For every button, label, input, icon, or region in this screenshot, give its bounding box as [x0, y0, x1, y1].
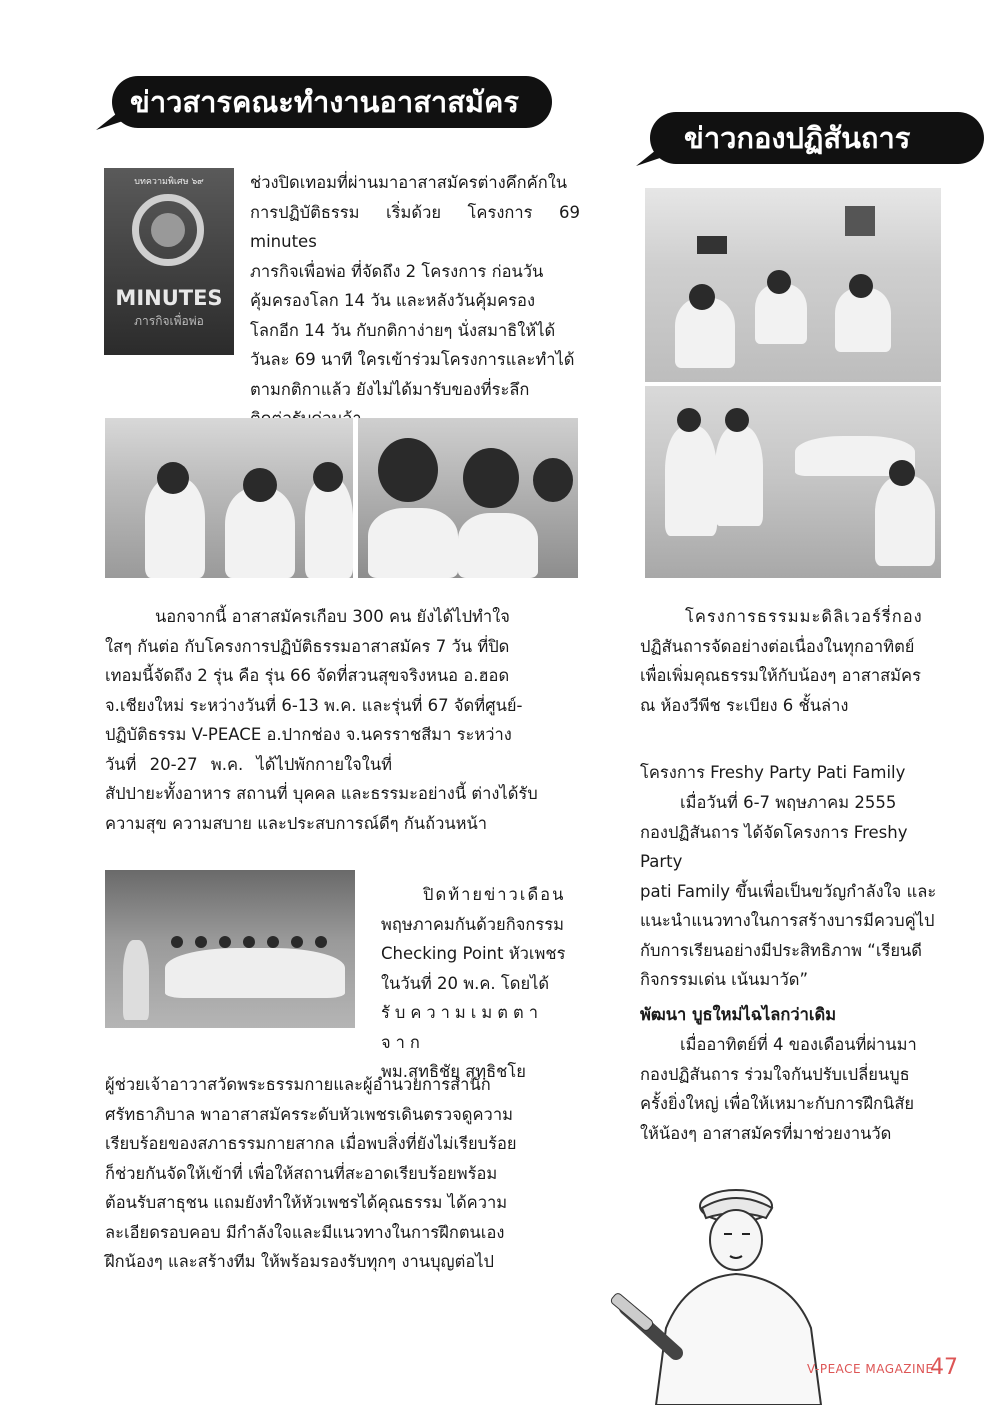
right-section-banner: [650, 112, 984, 164]
dhamma-delivery-photo-2: [645, 386, 941, 578]
text-line: ต้อนรับสาธุชน แถมยังทำให้หัวเพชรได้คุณธรรม ได้ความ: [105, 1193, 508, 1212]
text-line: ปฏิสันถารจัดอย่างต่อเนื่องในทุกอาทิตย์: [640, 636, 915, 656]
text-line: ปิดท้ายข่าวเดือน: [423, 885, 566, 904]
dhamma-delivery-photo-1: [645, 188, 941, 382]
booth-paragraph: [640, 1030, 945, 1148]
dhamma-delivery-paragraph: [640, 602, 945, 720]
text-line: เมื่ออาทิตย์ที่ 4 ของเดือนที่ผ่านมา: [680, 1035, 917, 1054]
text-line: วันที่ 20-27 พ.ค. ได้ไปพักกายใจในที่: [105, 754, 393, 774]
poster-top-text: บทความพิเศษ ๖๙: [134, 177, 204, 187]
checking-point-paragraph-full: [105, 1070, 583, 1277]
freshy-party-paragraph: [640, 788, 945, 995]
text-line: พม.สุทธิชัย สุทฺธิชโย: [381, 1062, 526, 1081]
text-line: ณ ห้องวีพีช ระเบียง 6 ชั้นล่าง: [640, 695, 849, 715]
text-line: ฝึกน้องๆ และสร้างทีม ให้พร้อมรองรับทุกๆ งานบุญต่อไป: [105, 1252, 494, 1271]
text-line: เมื่อวันที่ 6-7 พฤษภาคม 2555: [680, 793, 897, 812]
text-line: ก็ช่วยกันจัดให้เข้าที่ เพื่อให้สถานที่สะอาดเรียบร้อยพร้อม: [105, 1163, 498, 1183]
text-line: pati Family ขึ้นเพื่อเป็นขวัญกำลังใจ และ: [640, 881, 937, 901]
painter-illustration: [606, 1178, 836, 1405]
text-line: ให้น้องๆ อาสาสมัครที่มาช่วยงานวัด: [640, 1123, 892, 1143]
text-line: ความสุข ความสบาย และประสบการณ์ดีๆ กันถ้วนหน้า: [105, 813, 488, 833]
text-line: ปฏิบัติธรรม V-PEACE อ.ปากช่อง จ.นครราชสีมา ระหว่าง: [105, 725, 512, 744]
text-line: วันละ 69 นาที ใครเข้าร่วมโครงการและทำได้: [250, 350, 575, 369]
laughing-volunteers-photo: [358, 418, 578, 578]
text-line: ในวันที่ 20 พ.ค. โดยได้: [381, 973, 550, 993]
text-line: รับความเมตตาจาก: [381, 1003, 543, 1052]
checking-point-photo: [105, 870, 355, 1028]
text-line: โครงการธรรมมะดิลิเวอร์รี่กอง: [685, 607, 923, 626]
freshy-party-heading: โครงการ Freshy Party Pati Family: [640, 763, 906, 782]
text-line: ใสๆ กันต่อ กับโครงการปฏิบัติธรรมอาสาสมัคร 7 วัน ที่ปิด: [105, 636, 510, 656]
footer-magazine-name: V-PEACE MAGAZINE: [807, 1362, 934, 1376]
text-line: สัปปายะทั้งอาหาร สถานที่ บุคคล และธรรมะอย่างนี้ ต่างได้รับ: [105, 784, 538, 803]
checking-point-paragraph-side: [381, 880, 581, 1087]
text-line: กับการเรียนอย่างมีประสิทธิภาพ “เรียนดี: [640, 940, 922, 960]
text-line: จ.เชียงใหม่ ระหว่างวันที่ 6-13 พ.ค. และรุ่นที่ 67 จัดที่ศูนย์-: [105, 695, 523, 715]
poster-subtitle: ภารกิจเพื่อพ่อ: [134, 314, 204, 328]
text-line: คุ้มครองโลก 14 วัน และหลังวันคุ้มครอง: [250, 291, 535, 310]
text-line: ละเอียดรอบคอบ มีกำลังใจและมีแนวทางในการฝึกตนเอง: [105, 1222, 505, 1242]
banner-tail-icon: [96, 106, 126, 132]
text-line: ผู้ช่วยเจ้าอาวาสวัดพระธรรมกายและผู้อำนวยการสำนัก: [105, 1075, 491, 1094]
text-line: Checking Point หัวเพชร: [381, 944, 566, 963]
text-line: การปฏิบัติธรรม เริ่มด้วย โครงการ 69 minutes: [250, 202, 580, 251]
text-line: ครั้งยิ่งใหญ่ เพื่อให้เหมาะกับการฝึกนิสัย: [640, 1094, 915, 1113]
text-line: ช่วงปิดเทอมที่ผ่านมาอาสาสมัครต่างคึกคักใน: [250, 173, 568, 192]
text-line: นอกจากนี้ อาสาสมัครเกือบ 300 คน ยังได้ไปทำใจ: [155, 607, 510, 626]
poster-spiral-icon: [132, 194, 204, 266]
poster-image: [104, 168, 234, 355]
text-line: ศรัทธาภิบาล พาอาสาสมัครระดับหัวเพชรเดินตรวจดูความ: [105, 1104, 513, 1124]
retreat-paragraph: [105, 602, 580, 838]
text-line: ตามกติกาแล้ว ยังไม่ได้มารับของที่ระลึก: [250, 379, 530, 399]
text-line: แนะนำแนวทางในการสร้างบารมีควบคู่ไป: [640, 911, 935, 930]
text-line: เทอมนี้จัดถึง 2 รุ่น คือ รุ่น 66 จัดที่สวนสุขจริงหนอ อ.ฮอด: [105, 666, 510, 685]
text-line: กองปฏิสันถาร ร่วมใจกันปรับเปลี่ยนบูธ: [640, 1064, 910, 1084]
meditation-group-photo: [105, 418, 353, 578]
booth-heading: พัฒนา บูธใหม่ไฉไลกว่าเดิม: [640, 1005, 837, 1024]
banner-tail-icon: [636, 142, 666, 168]
intro-paragraph: [250, 168, 580, 434]
text-line: พฤษภาคมกันด้วยกิจกรรม: [381, 914, 564, 934]
left-section-banner: [112, 76, 552, 128]
text-line: โลกอีก 14 วัน กับกติกาง่ายๆ นั่งสมาธิให้ได้: [250, 320, 556, 340]
page-number: 47: [930, 1355, 958, 1380]
poster-title: MINUTES: [115, 286, 223, 310]
text-line: กิจกรรมเด่น เน้นมาวัด”: [640, 970, 808, 989]
text-line: เพื่อเพิ่มคุณธรรมให้กับน้องๆ อาสาสมัคร: [640, 666, 921, 685]
text-line: กองปฏิสันถาร ได้จัดโครงการ Freshy Party: [640, 822, 908, 871]
right-banner-title: ข่าวกองปฏิสันถาร: [684, 121, 911, 155]
text-line: ภารกิจเพื่อพ่อ ที่จัดถึง 2 โครงการ ก่อนวัน: [250, 261, 544, 281]
left-banner-title: ข่าวสารคณะทำงานอาสาสมัคร: [130, 85, 519, 119]
text-line: เรียบร้อยของสภาธรรมกายสากล เมื่อพบสิ่งที่ยังไม่เรียบร้อย: [105, 1134, 517, 1153]
